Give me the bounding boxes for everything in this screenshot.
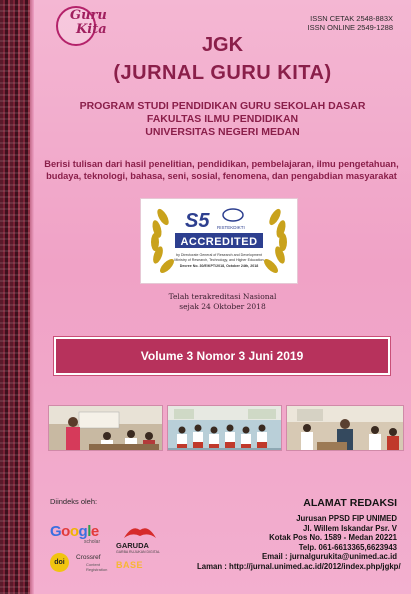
accreditation-decree: Decree No. 30/E/KPT/2018, October 24th, 2018	[179, 264, 259, 268]
classroom-photo-2	[167, 405, 282, 451]
accreditation-caption2: Ministry of Research, Technology, and Higher Education	[174, 258, 264, 262]
doi-logo-icon: doi	[50, 553, 69, 572]
issn-block	[308, 14, 393, 32]
accredited-word: ACCREDITED	[180, 236, 258, 248]
journal-abbreviation: JGK	[201, 34, 244, 56]
google-scholar-logo: Google	[50, 523, 99, 540]
logo-text: Guru Kita	[70, 8, 107, 37]
garuda-logo: GARUDA	[116, 541, 149, 550]
address-email: Email : jurnalgurukita@unimed.ac.id	[262, 552, 397, 562]
institution-line: UNIVERSITAS NEGERI MEDAN	[145, 126, 300, 138]
address-line: Jurusan PPSD FIP UNIMED	[296, 514, 397, 523]
issn-online: ISSN ONLINE 2549-1288	[307, 23, 393, 32]
accreditation-agency: RISTEKDIKTI	[217, 225, 245, 230]
address-website: Laman : http://jurnal.unimed.ac.id/2012/index.php/jgkp/	[197, 561, 401, 571]
crossref-logo: Crossref	[76, 554, 101, 561]
address-line: Telp. 061-6613365,6623943	[298, 542, 397, 552]
accreditation-badge	[140, 198, 298, 284]
accreditation-caption: by Directorate General of Research and Development	[176, 253, 262, 257]
garuda-sub: GARBA RUJUKAN DIGITAL	[116, 550, 160, 554]
journal-description	[40, 158, 403, 182]
google-scholar-sub: scholar	[84, 539, 101, 545]
classroom-photo-1	[48, 405, 163, 451]
garuda-bird-icon	[122, 522, 158, 540]
institution-line: PROGRAM STUDI PENDIDIKAN GURU SEKOLAH DASAR	[79, 100, 366, 112]
photo-strip	[48, 405, 404, 451]
institution-block	[34, 100, 411, 139]
classroom-photo-3	[286, 405, 404, 451]
volume-banner	[54, 337, 390, 375]
indexed-label: Diindeks oleh:	[50, 497, 98, 506]
issn-print: ISSN CETAK 2548-883X	[310, 14, 393, 23]
editorial-address	[197, 497, 401, 572]
description-line: Berisi tulisan dari hasil penelitian, pendidikan, pembelajaran, ilmu pengetahuan,	[44, 159, 399, 169]
accreditation-rank: S5	[185, 210, 210, 232]
base-logo: BASE	[116, 560, 144, 570]
address-line: Jl. Willem Iskandar Psr. V	[303, 523, 397, 533]
ristekdikti-logo-icon	[223, 209, 243, 221]
crossref-sub: Content Registration	[86, 562, 108, 572]
institution-line: FAKULTAS ILMU PENDIDIKAN	[146, 113, 299, 125]
woven-fabric-border	[0, 0, 30, 594]
volume-label: Volume 3 Nomor 3 Juni 2019	[140, 349, 304, 363]
address-heading: ALAMAT REDAKSI	[303, 497, 397, 509]
description-line: budaya, teknologi, bahasa, seni, sosial, fenomena, dan pengabdian masyarakat	[46, 171, 397, 181]
laurel-left-icon	[151, 207, 176, 275]
journal-title: (JURNAL GURU KITA)	[113, 62, 332, 84]
accreditation-seal	[141, 199, 297, 283]
address-line: Kotak Pos No. 1589 - Medan 20221	[269, 533, 397, 543]
laurel-right-icon	[262, 207, 287, 275]
accreditation-note: Telah terakreditasi Nasional sejak 24 Oktober 2018	[168, 292, 277, 311]
